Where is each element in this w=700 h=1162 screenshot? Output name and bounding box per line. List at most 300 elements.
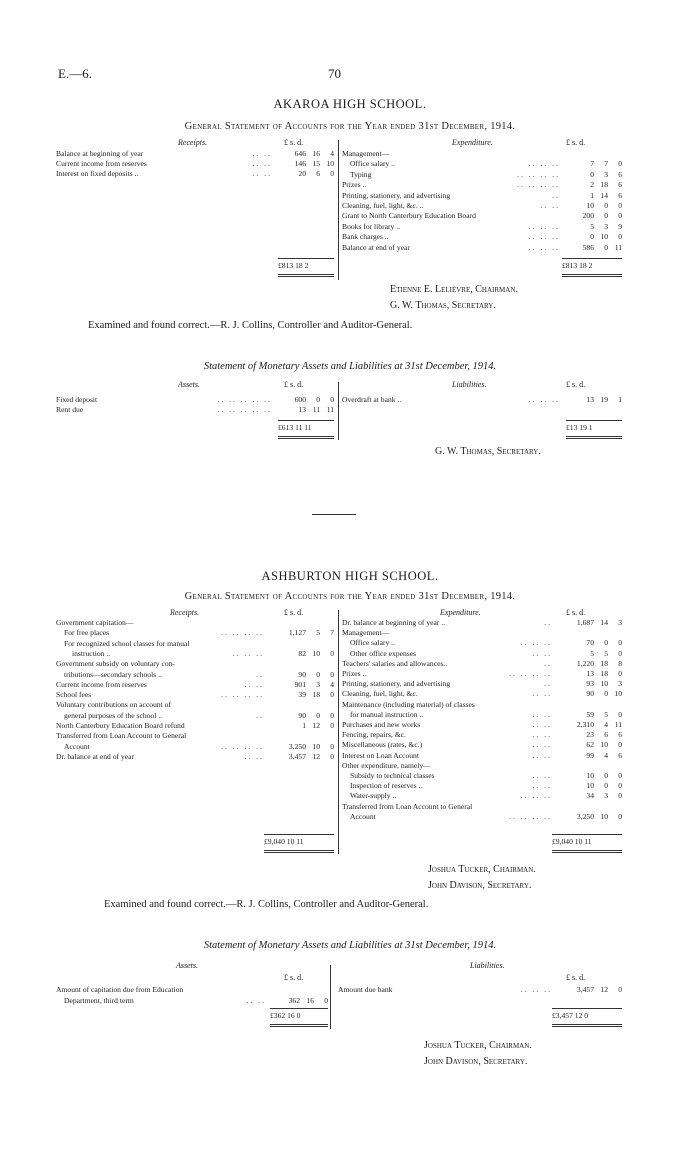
ashburton-receipt-amount-pence: 0 [330, 690, 334, 700]
ashburton-examined-note: Examined and found correct.—R. J. Collins, Controller and Auditor-General. [104, 899, 429, 910]
ashburton-receipt-amount-pounds: 90 [298, 710, 306, 720]
ashburton-secretary-signature: John Davison, Secretary. [428, 880, 532, 891]
akaroa-expenditure-label: Balance at end of year [342, 242, 410, 252]
ashburton-expenditure-amount-pounds: 10 [586, 781, 594, 791]
akaroa-expenditure-amount-shillings: 3 [604, 169, 608, 179]
ashburton-expenditure-leader-dots: .. .. .. .. [509, 669, 552, 678]
ashburton-expenditure-amount-pence: 0 [618, 771, 622, 780]
ashburton-expenditure-leader-dots: .. [544, 618, 552, 627]
akaroa-expenditure-row [342, 201, 622, 211]
ashburton-expenditure-row [342, 700, 622, 710]
akaroa-receipt-label: Interest on fixed deposits .. [56, 169, 139, 178]
akaroa-expenditure-label: Prizes .. [342, 180, 367, 190]
akaroa-expenditure-amount [564, 232, 622, 242]
ashburton-expenditure-leader-dots: .. .. [532, 730, 552, 740]
ashburton-assets-title: Statement of Monetary Assets and Liabilities at 31st December, 1914. [203, 940, 497, 951]
ashburton-receipts-currency: £ s. d. [284, 608, 304, 617]
ashburton-assets-total: £362 16 0 [270, 1011, 301, 1020]
ashburton-receipt-leader-dots: .. .. .. [232, 648, 264, 658]
akaroa-expenditure-amount [564, 159, 622, 169]
ashburton-liability-row [338, 985, 622, 995]
ashburton-receipt-amount-pence: 0 [330, 710, 334, 720]
akaroa-expenditure-row [342, 211, 622, 221]
ashburton-asset-label: Department, third term [64, 995, 134, 1005]
ashburton-expenditure-amount-pence: 3 [618, 618, 622, 627]
akaroa-receipt-amount-pence: 10 [326, 159, 334, 168]
ashburton-receipt-amount-pounds: 1,127 [288, 628, 306, 638]
ashburton-expenditure-row [342, 679, 622, 689]
akaroa-receipt-row [56, 149, 334, 159]
ashburton-expenditure-amount-pence: 0 [618, 740, 622, 750]
ashburton-expenditure-amount-shillings: 4 [604, 750, 608, 760]
akaroa-receipt-label: Balance at beginning of year [56, 149, 144, 158]
akaroa-receipt-amount-shillings: 6 [316, 169, 320, 178]
ashburton-expenditure-label: Water-supply .. [350, 791, 397, 801]
akaroa-expenditure-amount [564, 222, 622, 232]
akaroa-expenditure-amount [564, 180, 622, 190]
ashburton-expenditure-row [342, 761, 622, 771]
ashburton-expenditure-amount-pence: 11 [614, 720, 622, 729]
akaroa-expenditure-label: Cleaning, fuel, light, &c. .. [342, 201, 424, 210]
ashburton-expenditure-amount [556, 689, 622, 699]
ashburton-expenditure-row [342, 638, 622, 648]
akaroa-receipt-row [56, 159, 334, 169]
ashburton-expenditure-amount-pence: 0 [618, 638, 622, 648]
akaroa-expenditure-amount-pounds: 200 [582, 211, 594, 221]
akaroa-expenditure-amount-pounds: 5 [590, 221, 594, 231]
akaroa-secretary-signature: G. W. Thomas, Secretary. [390, 300, 496, 311]
akaroa-liabilities-currency: £ s. d. [566, 380, 586, 389]
ashburton-receipt-row [56, 731, 334, 741]
ashburton-receipt-label: Current income from reserves [56, 679, 147, 689]
ashburton-expenditure-amount [556, 740, 622, 750]
ashburton-expenditure-amount-pence: 0 [618, 709, 622, 719]
akaroa-assets-total: £613 11 11 [278, 423, 312, 432]
ashburton-receipt-label: North Canterbury Education Board refund [56, 721, 185, 730]
akaroa-liabilities-double-rule-2 [566, 438, 622, 439]
ashburton-expenditure-amount-pounds: 2,310 [576, 720, 594, 729]
ashburton-expenditure-amount-pounds: 62 [586, 740, 594, 750]
ashburton-receipt-amount-pounds: 39 [298, 690, 306, 700]
ashburton-expenditure-row [342, 791, 622, 801]
ashburton-expenditure-amount-pounds: 93 [586, 679, 594, 689]
akaroa-asset-leader-dots: .. .. .. .. .. [217, 405, 272, 414]
ashburton-expenditure-amount-pence: 0 [618, 791, 622, 801]
ashburton-receipt-amount-shillings: 0 [316, 710, 320, 720]
akaroa-receipt-amount [276, 169, 334, 179]
ashburton-expenditure-leader-dots: .. .. .. [520, 638, 552, 648]
ashburton-assets-currency: £ s. d. [284, 973, 304, 982]
akaroa-expenditure-leader-dots: .. .. .. [528, 159, 560, 169]
akaroa-assets-secretary: G. W. Thomas, Secretary. [435, 446, 541, 457]
akaroa-receipts-head: Receipts. [178, 138, 208, 147]
ashburton-receipts-double-rule [264, 850, 334, 851]
akaroa-title: AKAROA HIGH SCHOOL. [273, 97, 427, 111]
ashburton-expenditure-amount-pounds: 23 [586, 730, 594, 740]
ashburton-receipt-amount-shillings: 10 [312, 741, 320, 751]
akaroa-receipt-amount-pounds: 146 [294, 159, 306, 168]
akaroa-asset-amount [276, 405, 334, 415]
akaroa-asset-label: Fixed deposit [56, 395, 98, 404]
akaroa-receipt-leader-dots: .. .. [252, 149, 272, 158]
akaroa-receipt-amount-shillings: 15 [312, 159, 320, 168]
ashburton-receipt-amount [268, 742, 334, 752]
page-reference: E.—6. [58, 66, 92, 81]
ashburton-expenditure-leader-dots: .. .. [532, 709, 552, 719]
ashburton-receipt-amount-pence: 0 [330, 751, 334, 761]
ashburton-receipt-amount-shillings: 18 [312, 690, 320, 700]
ashburton-expenditure-row [342, 710, 622, 720]
akaroa-examined-note: Examined and found correct.—R. J. Collins, Controller and Auditor-General. [88, 320, 413, 331]
akaroa-expenditure-leader-dots: .. [552, 190, 560, 200]
ashburton-receipt-label: Voluntary contributions on account of [56, 700, 172, 710]
ashburton-expenditure-amount-shillings: 5 [604, 648, 608, 658]
ashburton-receipt-amount [268, 690, 334, 700]
page-number: 70 [328, 66, 341, 81]
akaroa-expenditure-label: Bank charges .. [342, 232, 389, 242]
ashburton-expenditure-amount [556, 791, 622, 801]
ashburton-receipt-row [56, 649, 334, 659]
ashburton-receipt-row [56, 752, 334, 762]
ashburton-expenditure-row [342, 689, 622, 699]
ashburton-expenditure-amount-pence: 0 [618, 781, 622, 791]
ashburton-receipt-label: For recognized school classes for manual [64, 638, 190, 648]
ashburton-expenditure-leader-dots: .. .. [532, 720, 552, 729]
akaroa-expenditure-label: Office salary .. [350, 159, 395, 169]
akaroa-expenditure-leader-dots: .. .. .. .. [517, 180, 560, 190]
akaroa-expenditure-amount [564, 243, 622, 253]
ashburton-expenditure-amount-pounds: 70 [586, 638, 594, 648]
ashburton-expenditure-amount-pounds: 34 [586, 791, 594, 801]
akaroa-asset-amount [276, 395, 334, 405]
akaroa-expenditure-amount-shillings: 14 [600, 190, 608, 200]
ashburton-expenditure-row [342, 751, 622, 761]
akaroa-assets-head: Assets. [178, 380, 200, 389]
ashburton-liability-label: Amount due bank [338, 985, 393, 994]
akaroa-expenditure-leader-dots: .. .. .. [528, 232, 560, 242]
ashburton-receipt-label: Account [64, 741, 90, 751]
ashburton-expenditure-double-rule-2 [552, 852, 622, 853]
ashburton-receipt-leader-dots: .. .. [244, 679, 264, 689]
ashburton-receipts-rule [264, 834, 334, 835]
section-separator [312, 514, 356, 515]
ashburton-expenditure-row [342, 659, 622, 669]
akaroa-assets-rule [278, 420, 334, 421]
ashburton-expenditure-label: for manual instruction .. [350, 709, 424, 719]
ashburton-receipt-amount-pence: 0 [330, 669, 334, 679]
ashburton-asset-label: Amount of capitation due from Education [56, 985, 184, 994]
ashburton-receipts-head: Receipts. [170, 608, 200, 617]
ashburton-receipt-amount [268, 721, 334, 731]
ashburton-asset-amount-shillings: 16 [306, 995, 314, 1005]
ashburton-expenditure-amount-pence: 6 [618, 750, 622, 760]
ashburton-receipt-amount [268, 670, 334, 680]
ashburton-expenditure-amount-shillings: 14 [600, 618, 608, 627]
ashburton-column-divider [338, 610, 339, 854]
ashburton-expenditure-label: Purchases and new works [342, 720, 421, 729]
ashburton-expenditure-leader-dots: .. .. .. .. [509, 811, 552, 821]
ashburton-expenditure-label: Subsidy to technical classes [350, 771, 435, 780]
ashburton-expenditure-label: Printing, stationery, and advertising [342, 679, 451, 689]
akaroa-receipt-amount-pence: 0 [330, 169, 334, 178]
ashburton-receipt-amount [268, 680, 334, 690]
akaroa-expenditure-amount-pounds: 586 [582, 242, 594, 252]
ashburton-receipt-label: School fees [56, 690, 92, 700]
ashburton-receipts-total: £9,040 10 11 [264, 837, 304, 846]
ashburton-expenditure-amount-pence: 0 [618, 811, 622, 821]
ashburton-liability-leader-dots: .. .. .. [520, 985, 552, 994]
ashburton-expenditure-amount [556, 730, 622, 740]
akaroa-expenditure-amount-pence: 6 [618, 180, 622, 190]
ashburton-expenditure-amount [556, 710, 622, 720]
ashburton-asset-leader-dots: .. .. [246, 995, 266, 1005]
akaroa-receipt-amount [276, 149, 334, 159]
akaroa-expenditure-double-rule [562, 274, 622, 275]
ashburton-liability-amount-shillings: 12 [600, 985, 608, 994]
ashburton-expenditure-amount [556, 649, 622, 659]
akaroa-expenditure-double-rule-2 [562, 276, 622, 277]
ashburton-expenditure-label: Teachers' salaries and allowances.. [342, 658, 448, 668]
ashburton-receipt-leader-dots: .. [256, 669, 264, 679]
ashburton-receipt-row [56, 628, 334, 638]
ashburton-receipt-row [56, 742, 334, 752]
akaroa-asset-amount-shillings: 0 [316, 395, 320, 404]
ashburton-liabilities-double-rule [552, 1024, 622, 1025]
akaroa-chairman-signature: Etienne E. Lelièvre, Chairman. [390, 284, 518, 295]
ashburton-expenditure-amount-pounds: 1,220 [576, 658, 594, 668]
ashburton-expenditure-row [342, 720, 622, 730]
akaroa-expenditure-amount-shillings: 10 [600, 232, 608, 242]
akaroa-expenditure-amount [564, 201, 622, 211]
akaroa-expenditure-amount-shillings: 18 [600, 180, 608, 190]
ashburton-expenditure-label: Other expenditure, namely— [342, 760, 431, 770]
ashburton-assets-chairman: Joshua Tucker, Chairman. [424, 1040, 532, 1051]
ashburton-receipt-amount [268, 752, 334, 762]
akaroa-liability-amount-pence: 1 [618, 395, 622, 404]
ashburton-expenditure-amount-shillings: 10 [600, 679, 608, 689]
akaroa-expenditure-amount-pence: 9 [618, 221, 622, 231]
akaroa-expenditure-leader-dots: .. .. .. [528, 242, 560, 252]
ashburton-expenditure-row [342, 781, 622, 791]
ashburton-receipt-row [56, 659, 334, 669]
ashburton-expenditure-amount-pence: 6 [618, 730, 622, 740]
akaroa-expenditure-amount-shillings: 0 [604, 211, 608, 221]
akaroa-expenditure-leader-dots: .. .. [540, 201, 560, 210]
akaroa-assets-title: Statement of Monetary Assets and Liabilities at 31st December, 1914. [203, 361, 497, 372]
ashburton-receipt-row [56, 639, 334, 649]
akaroa-asset-amount-shillings: 11 [312, 405, 320, 414]
akaroa-expenditure-amount-pounds: 2 [590, 180, 594, 190]
akaroa-expenditure-amount-shillings: 7 [604, 159, 608, 169]
ashburton-expenditure-label: Fencing, repairs, &c. [342, 730, 406, 740]
akaroa-expenditure-total: £813 18 2 [562, 261, 593, 270]
ashburton-receipt-label: Government subsidy on voluntary con- [56, 659, 175, 669]
ashburton-receipt-amount-pounds: 3,250 [288, 741, 306, 751]
ashburton-expenditure-row [342, 740, 622, 750]
ashburton-expenditure-amount-pounds: 13 [586, 669, 594, 678]
ashburton-receipt-amount-pence: 0 [330, 741, 334, 751]
akaroa-expenditure-row [342, 180, 622, 190]
ashburton-receipt-row [56, 670, 334, 680]
ashburton-expenditure-amount-pence: 3 [618, 679, 622, 689]
ashburton-asset-amount [270, 996, 328, 1006]
akaroa-receipt-amount-pounds: 646 [294, 149, 306, 158]
ashburton-expenditure-label: Other office expenses [350, 648, 417, 658]
akaroa-liability-label: Overdraft at bank .. [342, 395, 402, 404]
ashburton-liabilities-rule [552, 1008, 622, 1009]
akaroa-expenditure-amount-pence: 6 [618, 190, 622, 200]
akaroa-liabilities-double-rule [566, 436, 622, 437]
akaroa-receipt-row [56, 169, 334, 179]
ashburton-asset-amount-pence: 0 [324, 995, 328, 1005]
ashburton-expenditure-amount-shillings: 18 [600, 669, 608, 678]
ashburton-receipt-leader-dots: .. .. .. .. [221, 690, 264, 700]
ashburton-expenditure-total: £9,040 10 11 [552, 837, 592, 846]
akaroa-expenditure-row [342, 159, 622, 169]
ashburton-expenditure-amount [556, 679, 622, 689]
ashburton-expenditure-amount-shillings: 0 [604, 689, 608, 699]
akaroa-asset-row [56, 405, 334, 415]
ashburton-liability-amount-pence: 0 [618, 985, 622, 994]
akaroa-expenditure-label: Books for library .. [342, 221, 400, 231]
ashburton-expenditure-row [342, 771, 622, 781]
ashburton-expenditure-row [342, 618, 622, 628]
ashburton-expenditure-leader-dots: .. .. [532, 740, 552, 750]
ashburton-expenditure-leader-dots: .. .. [532, 750, 552, 760]
akaroa-expenditure-amount-pence: 6 [618, 169, 622, 179]
akaroa-expenditure-label: Typing [350, 169, 372, 179]
akaroa-receipts-double-rule-2 [278, 276, 334, 277]
ashburton-expenditure-amount-pounds: 10 [586, 771, 594, 780]
ashburton-receipt-label: Dr. balance at end of year [56, 751, 135, 761]
akaroa-asset-leader-dots: .. .. .. .. .. [217, 395, 272, 404]
akaroa-expenditure-amount-pounds: 0 [590, 169, 594, 179]
ashburton-expenditure-row [342, 669, 622, 679]
ashburton-receipt-amount-pence: 0 [330, 721, 334, 730]
ashburton-liabilities-head: Liabilities. [470, 961, 505, 970]
akaroa-expenditure-amount-pounds: 10 [586, 201, 594, 210]
ashburton-receipt-amount-pounds: 901 [294, 679, 306, 689]
ashburton-receipt-amount [268, 711, 334, 721]
ashburton-expenditure-amount-shillings: 10 [600, 811, 608, 821]
akaroa-expenditure-amount-pence: 0 [618, 201, 622, 210]
ashburton-expenditure-row [342, 812, 622, 822]
ashburton-statement-title: General Statement of Accounts for the Year ended 31st December, 1914. [184, 591, 516, 602]
akaroa-expenditure-leader-dots: .. .. .. [528, 221, 560, 231]
ashburton-expenditure-amount-pence: 0 [618, 648, 622, 658]
ashburton-receipt-leader-dots: .. [256, 710, 264, 720]
akaroa-expenditure-label: Grant to North Canterbury Education Board [342, 211, 476, 221]
ashburton-liabilities-currency: £ s. d. [566, 973, 586, 982]
ashburton-expenditure-label: Miscellaneous (rates, &c.) [342, 740, 423, 750]
ashburton-expenditure-label: Transferred from Loan Account to General [342, 801, 473, 811]
ashburton-receipt-row [56, 700, 334, 710]
akaroa-receipt-amount-shillings: 16 [312, 149, 320, 158]
ashburton-expenditure-rule [552, 834, 622, 835]
akaroa-assets-double-rule-2 [278, 438, 334, 439]
akaroa-expenditure-amount-shillings: 0 [604, 201, 608, 210]
akaroa-expenditure-amount-pence: 11 [614, 242, 622, 252]
ashburton-expenditure-amount-pounds: 1,687 [576, 618, 594, 627]
ashburton-receipt-label: Transferred from Loan Account to General [56, 731, 187, 741]
ashburton-assets-rule [270, 1008, 328, 1009]
akaroa-column-divider [338, 140, 339, 280]
ashburton-expenditure-amount-pounds: 90 [586, 689, 594, 699]
akaroa-liabilities-head: Liabilities. [452, 380, 487, 389]
ashburton-expenditure-leader-dots: .. .. [532, 781, 552, 791]
ashburton-expenditure-amount-pounds: 5 [590, 648, 594, 658]
ashburton-receipt-row [56, 680, 334, 690]
akaroa-liability-leader-dots: .. .. .. [528, 395, 560, 404]
akaroa-liabilities-rule [566, 420, 622, 421]
akaroa-assets-currency: £ s. d. [284, 380, 304, 389]
ashburton-expenditure-row [342, 802, 622, 812]
akaroa-expenditure-row [342, 191, 622, 201]
ashburton-receipt-amount-shillings: 5 [316, 628, 320, 638]
ashburton-expenditure-amount [556, 669, 622, 679]
ashburton-chairman-signature: Joshua Tucker, Chairman. [428, 864, 536, 875]
akaroa-expenditure-label: Printing, stationery, and advertising [342, 190, 451, 200]
akaroa-expenditure-amount-pounds: 0 [590, 232, 594, 242]
akaroa-expenditure-label: Management— [342, 149, 390, 158]
ashburton-expenditure-amount-pence: 8 [618, 658, 622, 668]
ashburton-receipt-label: Government capitation— [56, 618, 134, 627]
ashburton-assets-divider [330, 965, 331, 1029]
ashburton-receipt-label: general purposes of the school .. [64, 710, 163, 720]
akaroa-liability-amount-shillings: 19 [600, 395, 608, 404]
akaroa-liability-amount-pounds: 13 [586, 395, 594, 404]
akaroa-receipts-rule [278, 258, 334, 259]
ashburton-expenditure-amount [556, 618, 622, 628]
ashburton-liability-amount-pounds: 3,457 [576, 985, 594, 994]
akaroa-expenditure-row [342, 232, 622, 242]
ashburton-expenditure-row [342, 730, 622, 740]
ashburton-receipt-amount-shillings: 0 [316, 669, 320, 679]
ashburton-expenditure-label: Interest on Loan Account [342, 750, 419, 760]
akaroa-liability-amount [564, 395, 622, 405]
ashburton-expenditure-amount [556, 781, 622, 791]
ashburton-liabilities-total: £3,457 12 0 [552, 1011, 589, 1020]
ashburton-expenditure-label: Account [350, 811, 376, 821]
akaroa-expenditure-leader-dots: .. .. .. .. [517, 169, 560, 179]
akaroa-asset-row [56, 395, 334, 405]
akaroa-receipt-amount-pounds: 20 [298, 169, 306, 178]
akaroa-expenditure-amount-shillings: 3 [604, 221, 608, 231]
akaroa-receipt-amount [276, 159, 334, 169]
ashburton-expenditure-amount-pounds: 99 [586, 750, 594, 760]
akaroa-receipts-currency: £ s. d. [284, 138, 304, 147]
ashburton-expenditure-amount-shillings: 18 [600, 658, 608, 668]
ashburton-receipt-amount-shillings: 3 [316, 679, 320, 689]
ashburton-expenditure-head: Expenditure. [440, 608, 481, 617]
ashburton-receipt-row [56, 690, 334, 700]
akaroa-expenditure-amount [564, 191, 622, 201]
akaroa-expenditure-amount-pence: 0 [618, 211, 622, 221]
ashburton-expenditure-amount [556, 771, 622, 781]
ashburton-expenditure-amount [556, 659, 622, 669]
akaroa-expenditure-amount-shillings: 0 [604, 242, 608, 252]
ashburton-expenditure-label: Prizes .. [342, 669, 367, 678]
akaroa-expenditure-row [342, 170, 622, 180]
akaroa-receipt-label: Current income from reserves [56, 159, 147, 168]
ashburton-expenditure-row [342, 649, 622, 659]
ashburton-receipt-amount-pounds: 90 [298, 669, 306, 679]
akaroa-liability-row [342, 395, 622, 405]
ashburton-expenditure-amount-shillings: 10 [600, 740, 608, 750]
ashburton-expenditure-amount-shillings: 6 [604, 730, 608, 740]
akaroa-assets-divider [338, 382, 339, 440]
ashburton-expenditure-amount-pounds: 3,250 [576, 811, 594, 821]
